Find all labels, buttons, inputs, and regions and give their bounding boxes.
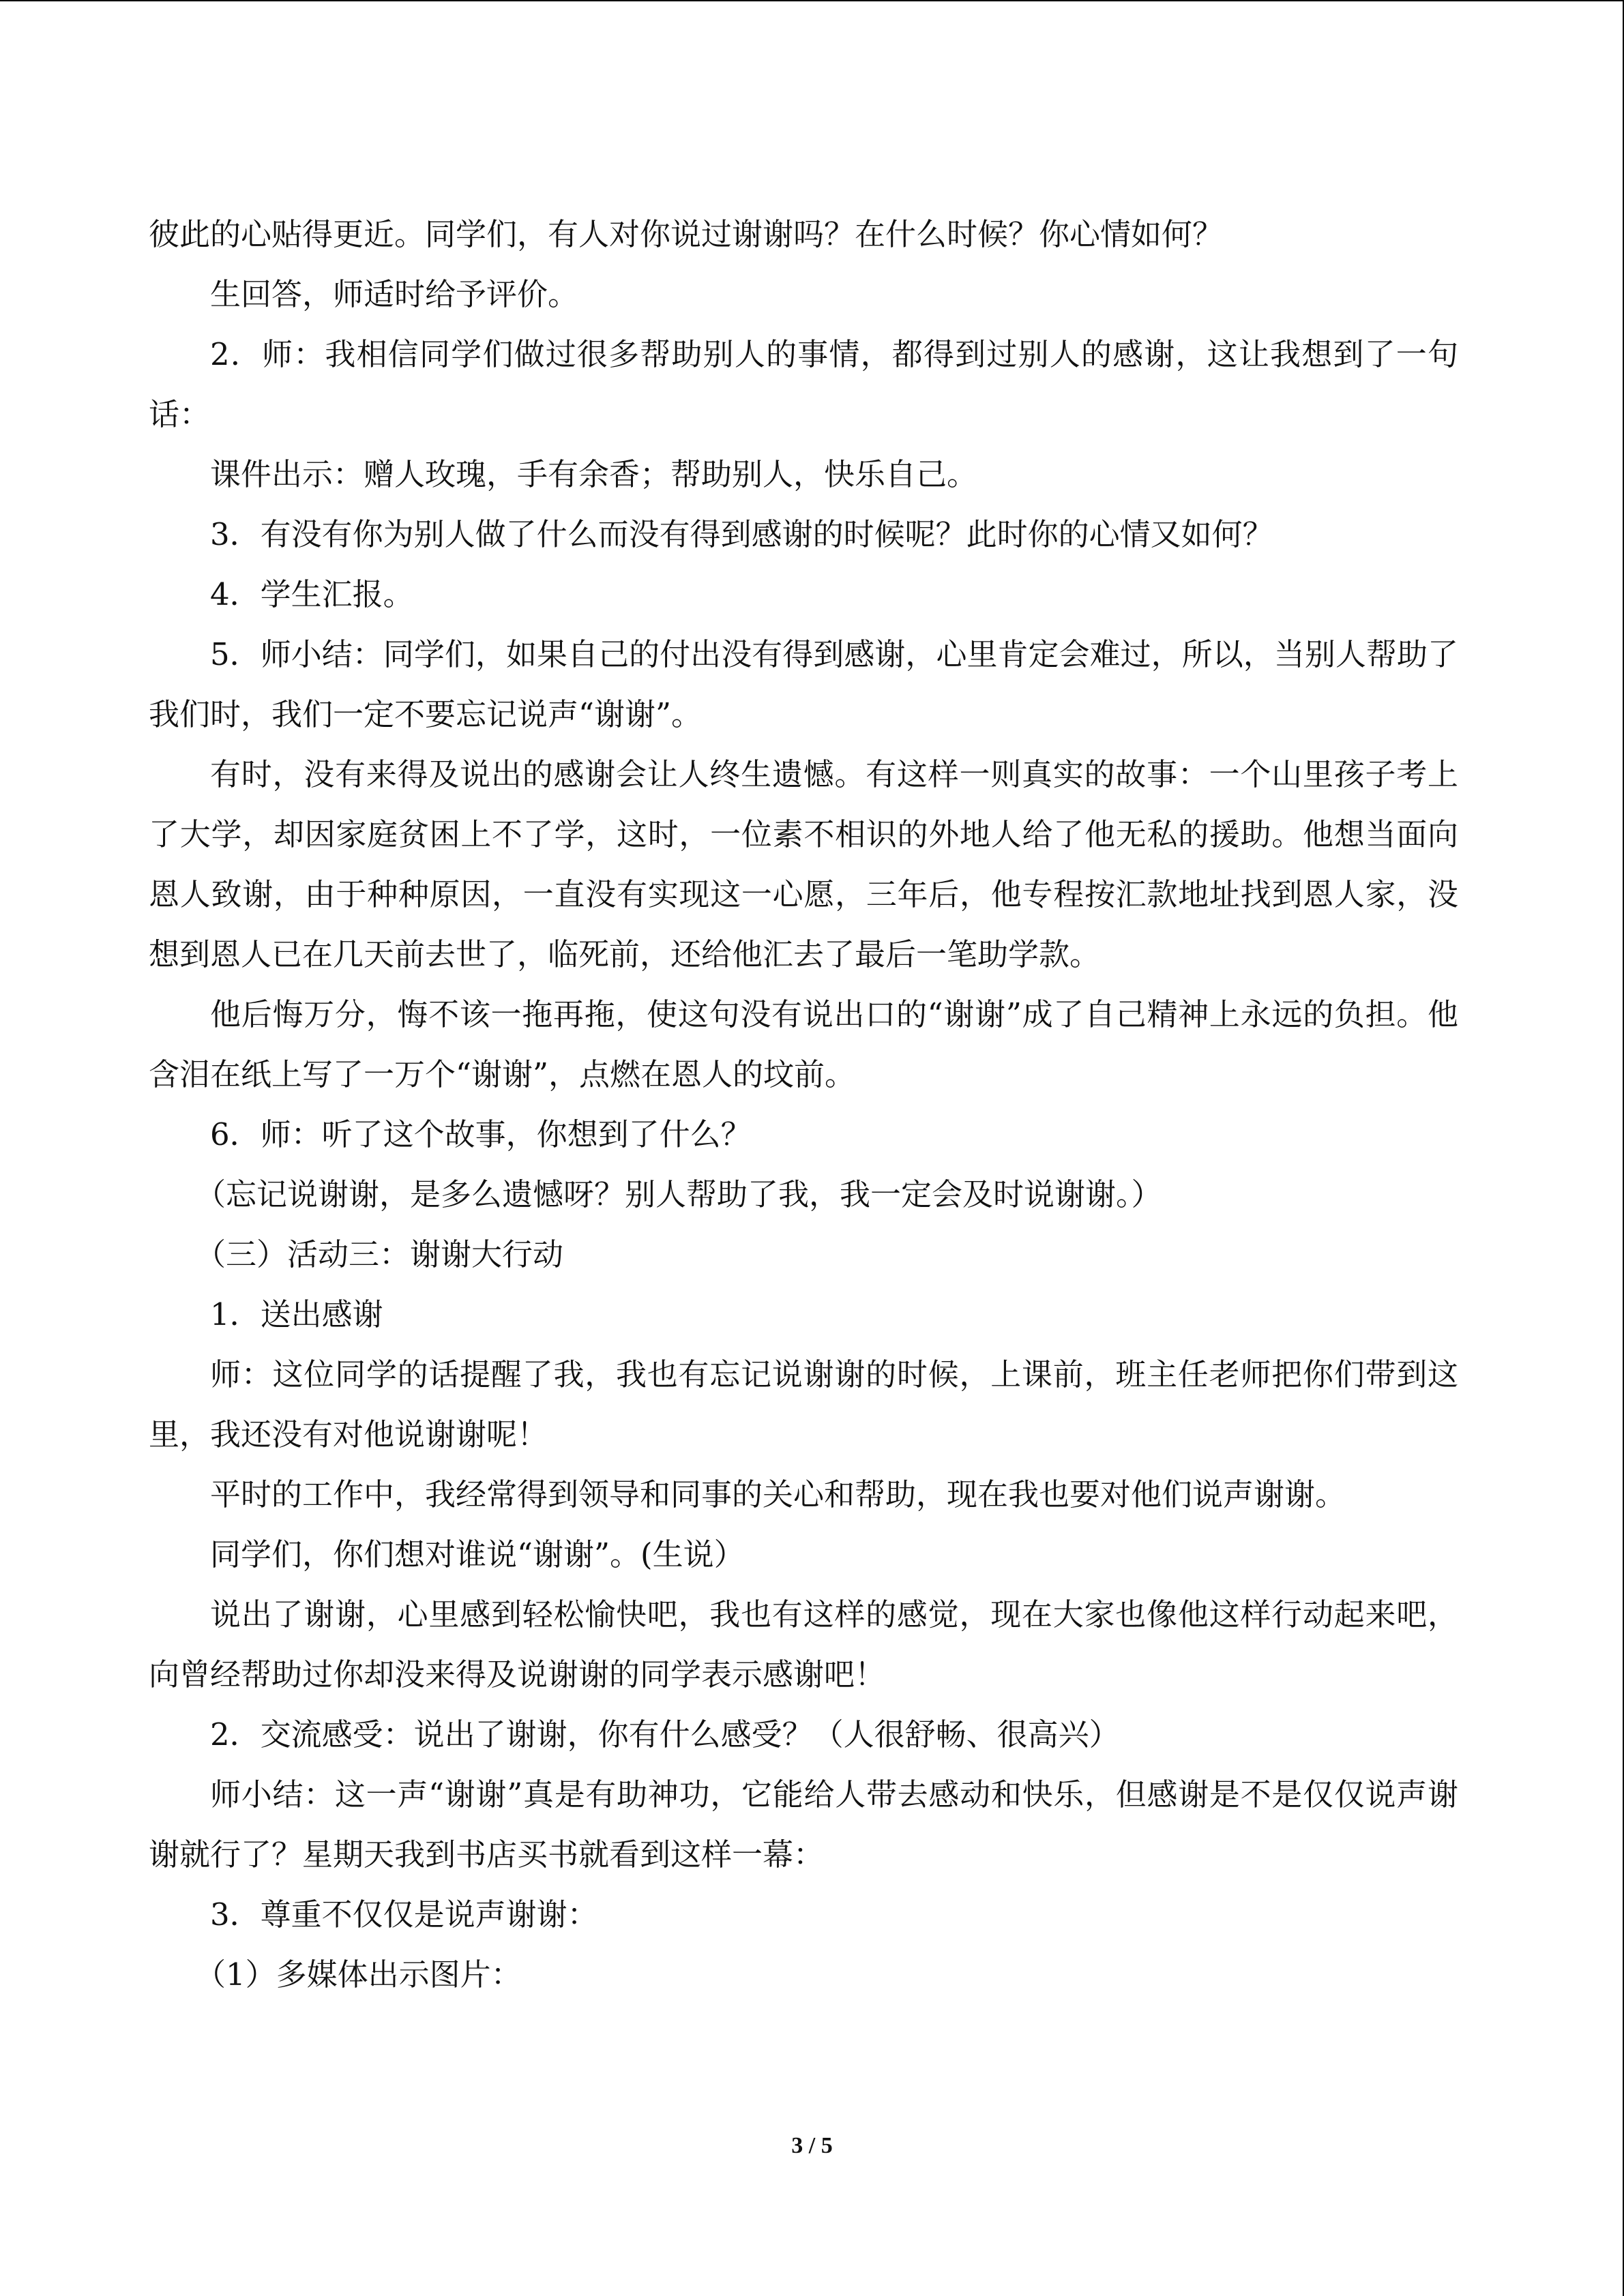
paragraph: 同学们，你们想对谁说“谢谢”。(生说） [210, 1536, 745, 1572]
paragraph: 他后悔万分，悔不该一拖再拖，使这句没有说出口的“谢谢”成了自己精神上永远的负担。他含泪在纸上写了一万个“谢谢”，点燃在恩人的坟前。 [149, 996, 1458, 1092]
paragraph: 6．师：听了这个故事，你想到了什么？ [210, 1116, 752, 1152]
paragraph: 彼此的心贴得更近。同学们，有人对你说过谢谢吗？在什么时候？你心情如何？ [149, 216, 1224, 252]
paragraph: （1）多媒体出示图片： [195, 1956, 522, 1993]
paragraph: 3．尊重不仅仅是说声谢谢： [210, 1896, 598, 1933]
paragraph: 师小结：这一声“谢谢”真是有助神功，它能给人带去感动和快乐，但感谢是不是仅仅说声谢谢就行了？星期天我到书店买书就看到这样一幕： [149, 1776, 1458, 1873]
paragraph: 师：这位同学的话提醒了我，我也有忘记说谢谢的时候，上课前，班主任老师把你们带到这里，我还没有对他说谢谢呢！ [149, 1356, 1458, 1452]
section-heading: （三）活动三：谢谢大行动 [195, 1236, 564, 1272]
paragraph: 生回答，师适时给予评价。 [210, 276, 579, 312]
page-number: 3 / 5 [791, 2133, 833, 2158]
paragraph: 1．送出感谢 [210, 1296, 383, 1332]
paragraph: 2．交流感受：说出了谢谢，你有什么感受？（人很舒畅、很高兴） [210, 1716, 1120, 1753]
document-body [149, 205, 1458, 2005]
paragraph: （忘记说谢谢，是多么遗憾呀？别人帮助了我，我一定会及时说谢谢。） [195, 1176, 1162, 1212]
paragraph: 5．师小结：同学们，如果自己的付出没有得到感谢，心里肯定会难过，所以，当别人帮助了我们时，我们一定不要忘记说声“谢谢”。 [149, 636, 1458, 732]
paragraph: 2．师：我相信同学们做过很多帮助别人的事情，都得到过别人的感谢，这让我想到了一句话： [149, 336, 1458, 432]
page-top-border [0, 0, 1624, 1]
paragraph: 平时的工作中，我经常得到领导和同事的关心和帮助，现在我也要对他们说声谢谢。 [210, 1476, 1346, 1512]
paragraph: 课件出示：赠人玫瑰，手有余香；帮助别人，快乐自己。 [210, 456, 978, 492]
paragraph: 说出了谢谢，心里感到轻松愉快吧，我也有这样的感觉，现在大家也像他这样行动起来吧，向曾经帮助过你却没来得及说谢谢的同学表示感谢吧！ [149, 1596, 1458, 1693]
paragraph: 3．有没有你为别人做了什么而没有得到感谢的时候呢？此时你的心情又如何？ [210, 516, 1273, 552]
paragraph: 有时，没有来得及说出的感谢会让人终生遗憾。有这样一则真实的故事：一个山里孩子考上了大学，却因家庭贫困上不了学，这时，一位素不相识的外地人给了他无私的援助。他想当面向恩人致谢，由于种种原因，一直没有实现这一心愿，三年后，他专程按汇款地址找到恩人家，没想到恩人已在几天前去世了，临死前，还给他汇去了最后一笔助学款。 [149, 756, 1458, 972]
paragraph: 4．学生汇报。 [210, 576, 414, 612]
